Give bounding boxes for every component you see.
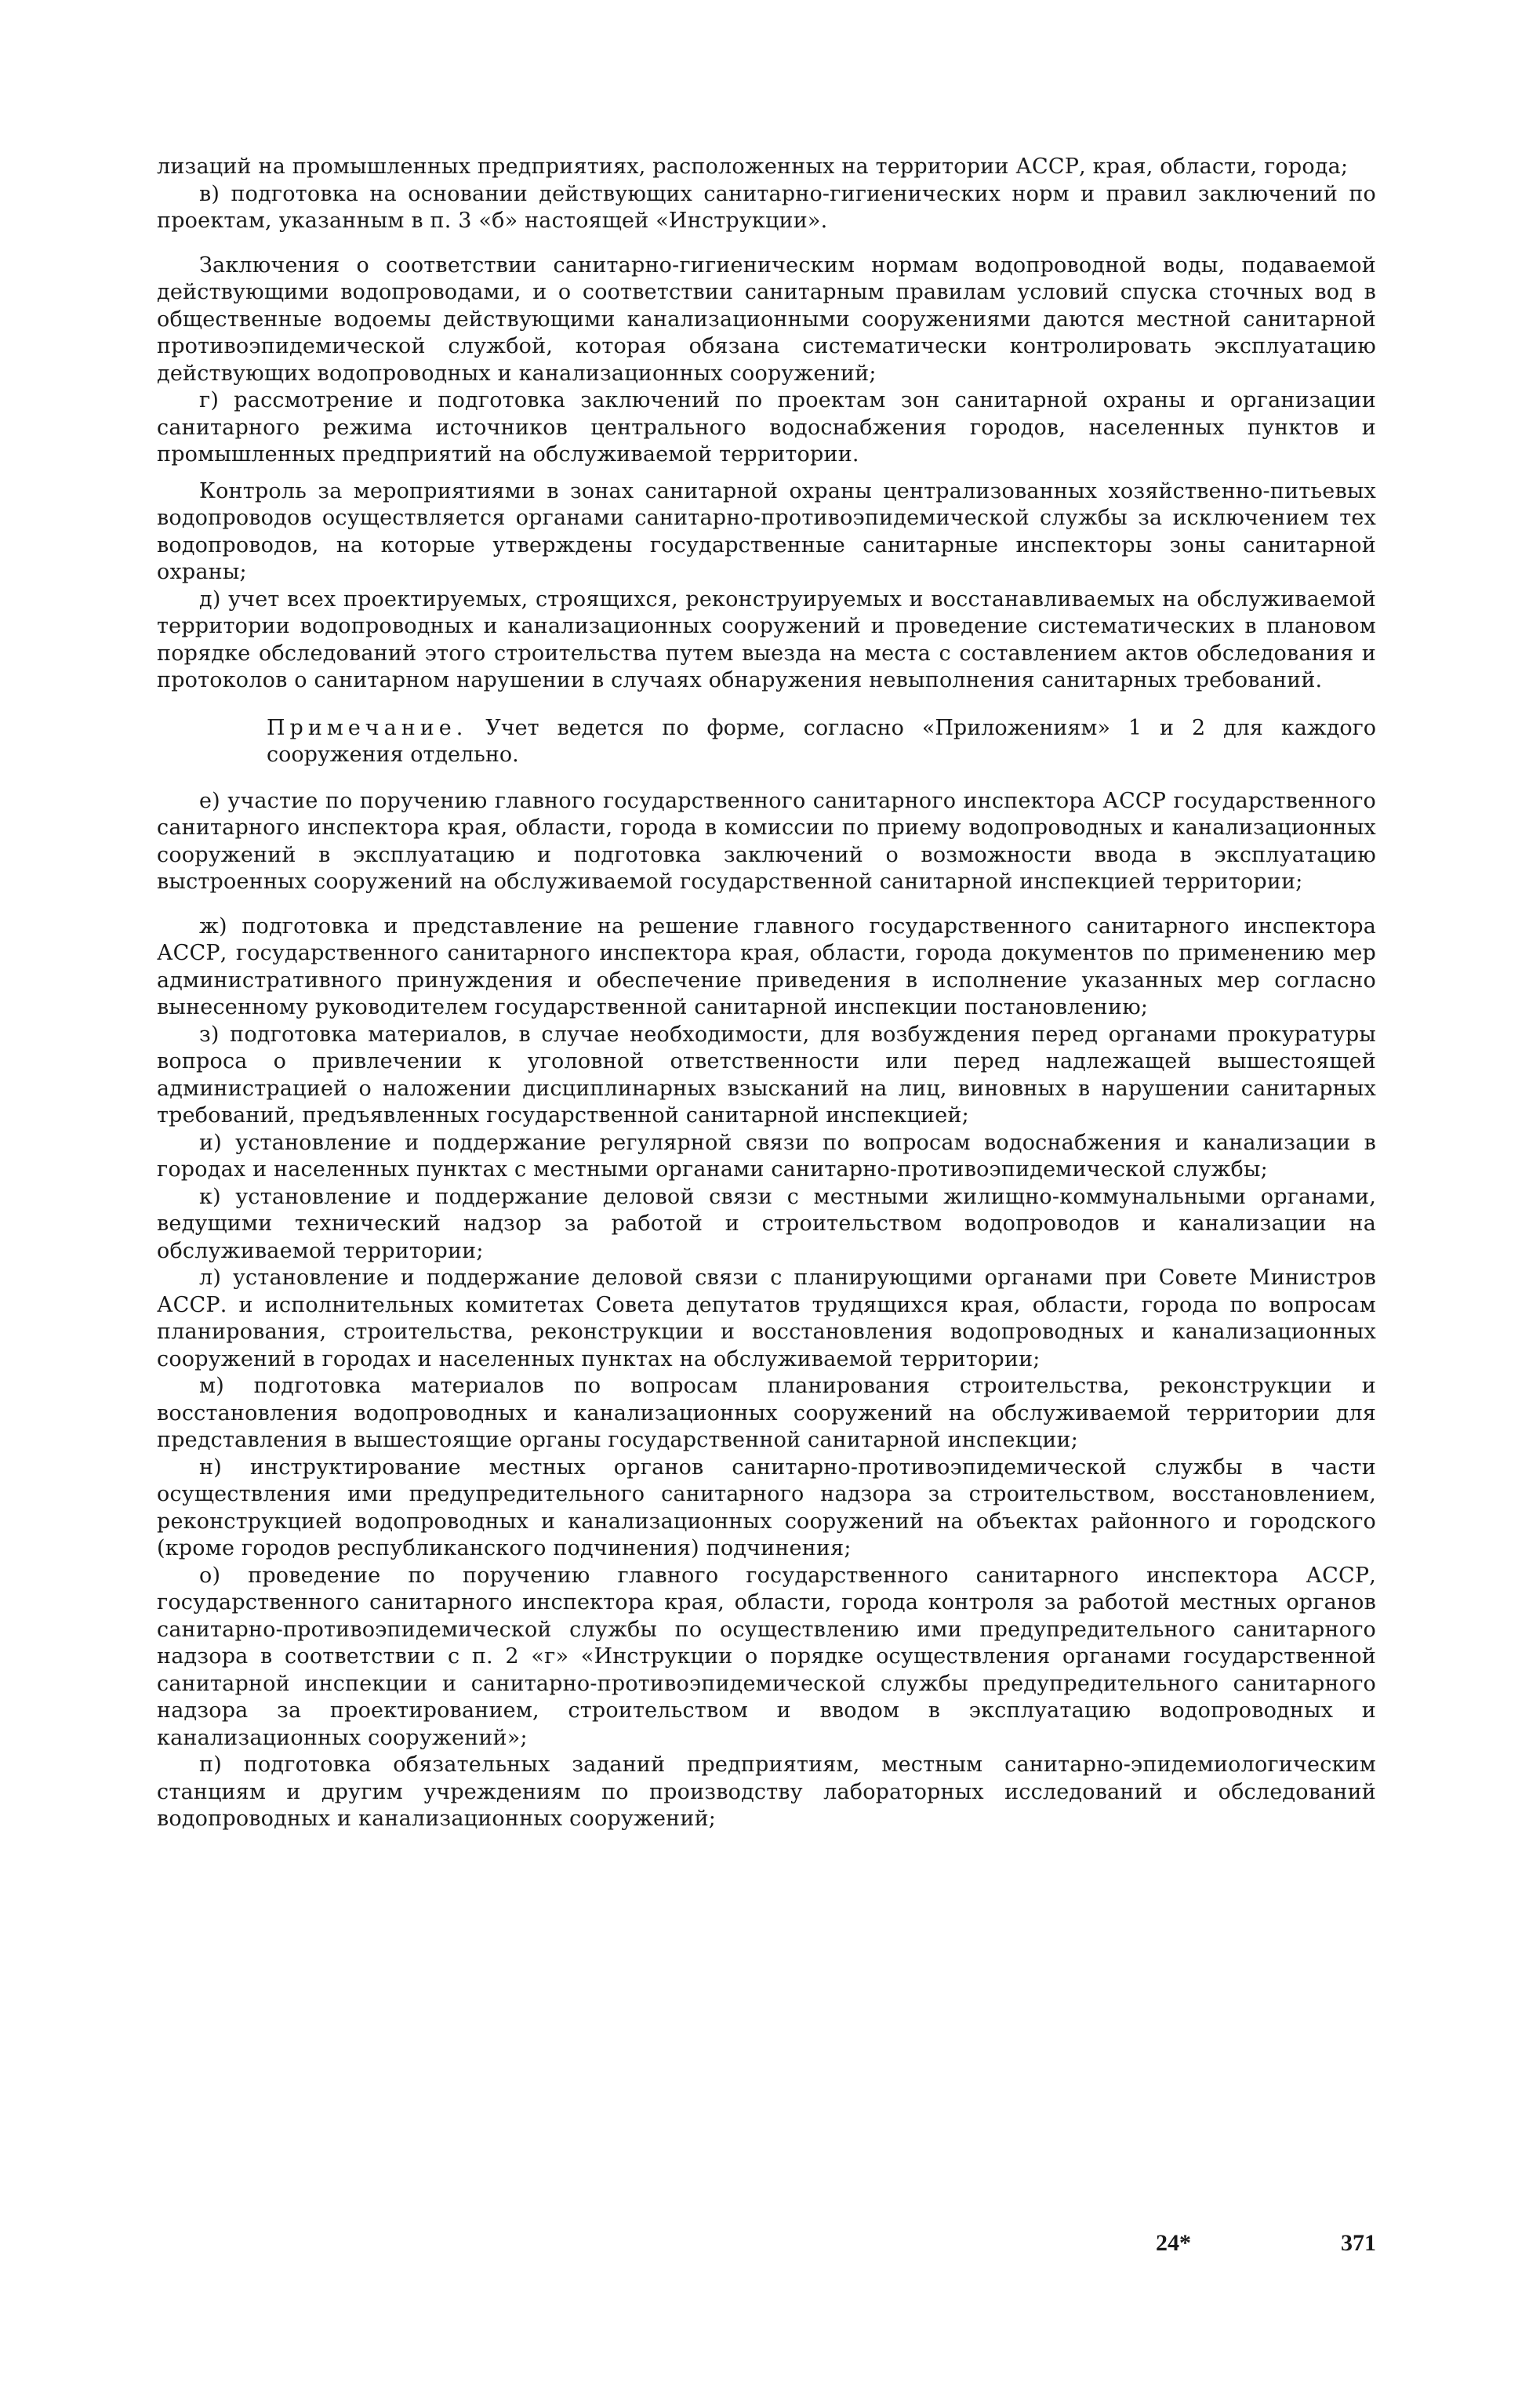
paragraph-item-e: е) участие по поручению главного государственного санитарного инспектора АССР государственного санитарного инспектора края, области, города в комиссии по приему водопроводных и канализационных сооружений в эксплуатацию и подготовка заключений о возможности ввода в эксплуатацию выстроенных сооружений на обслуживаемой государственной санитарной инспекцией территории; bbox=[157, 788, 1376, 894]
signature-mark: 24* bbox=[1156, 2230, 1191, 2256]
paragraph-item-n: н) инструктирование местных органов санитарно-противоэпидемической службы в части осуществления ими предупредительного санитарного надзора за строительством, восстановлением, реконструкцией водопроводных и канализационных сооружений на объектах районного и городского (кроме городов республиканского подчинения) подчинения; bbox=[157, 1455, 1376, 1560]
paragraph-item-l: л) установление и поддержание деловой связи с планирующими органами при Совете Министров АССР. и исполнительных комитетах Совета депутатов трудящихся края, области, города по вопросам планирования, строительства, реконструкции и восстановления водопроводных и канализационных сооружений в городах и населенных пунктах на обслуживаемой территории; bbox=[157, 1266, 1376, 1371]
paragraph-item-o: о) проведение по поручению главного государственного санитарного инспектора АССР, государственного санитарного инспектора края, области, города контроля за работой местных органов санитарно-противоэпидемической службы по осуществлению ими предупредительного санитарного надзора в соответствии с п. 2 «г» «Инструкции о порядке осуществления органами государственной санитарной инспекции и санитарно-противоэпидемической службы предупредительного санитарного надзора за проектированием, строительством и вводом в эксплуатацию водопроводных и канализационных сооружений»; bbox=[157, 1563, 1376, 1750]
paragraph-item-d: д) учет всех проектируемых, строящихся, реконструируемых и восстанавливаемых на обслуживаемой территории водопроводных и канализационных сооружений и проведение систематических в плановом порядке обследований этого строительства путем выезда на места с составлением актов обследования и протоколов о санитарном нарушении в случаях обнаружения невыполнения санитарных требований. bbox=[157, 587, 1376, 692]
paragraph-continuation: лизаций на промышленных предприятиях, расположенных на территории АССР, края, области, города; bbox=[157, 154, 1349, 179]
paragraph-item-m: м) подготовка материалов по вопросам планирования строительства, реконструкции и восстановления водопроводных и канализационных сооружений на обслуживаемой территории для представления в вышестоящие органы государственной санитарной инспекции; bbox=[157, 1374, 1376, 1452]
paragraph-item-i: и) установление и поддержание регулярной связи по вопросам водоснабжения и канализации в городах и населенных пунктах с местными органами санитарно-противоэпидемической службы; bbox=[157, 1130, 1376, 1182]
paragraph-item-z: з) подготовка материалов, в случае необходимости, для возбуждения перед органами прокуратуры вопроса о привлечении к уголовной ответственности или перед надлежащей вышестоящей администрацией о наложении дисциплинарных взысканий на лиц, виновных в нарушении санитарных требований, предъявленных государственной санитарной инспекцией; bbox=[157, 1022, 1376, 1128]
note-block bbox=[157, 715, 1376, 769]
paragraph-control: Контроль за мероприятиями в зонах санитарной охраны централизованных хозяйственно-питьевых водопроводов осуществляется органами санитарно-противоэпидемической службы за исключением тех водопроводов, на которые утверждены государственные санитарные инспекторы зоны санитарной охраны; bbox=[157, 478, 1376, 584]
paragraph-item-k: к) установление и поддержание деловой связи с местными жилищно-коммунальными органами, ведущими технический надзор за работой и строительством водопроводов и канализации на обслуживаемой территории; bbox=[157, 1184, 1376, 1263]
note-text: Учет ведется по форме, согласно «Приложениям» 1 и 2 для каждого сооружения отдельно. bbox=[267, 715, 1376, 767]
note-label: Примечание. bbox=[267, 715, 468, 740]
paragraph-item-p: п) подготовка обязательных заданий предприятиям, местным санитарно-эпидемиологическим станциям и другим учреждениям по производству лабораторных исследований и обследований водопроводных и канализационных сооружений; bbox=[157, 1752, 1376, 1831]
paragraph-item-g: г) рассмотрение и подготовка заключений по проектам зон санитарной охраны и организации санитарного режима источников центрального водоснабжения городов, населенных пунктов и промышленных предприятий на обслуживаемой территории. bbox=[157, 388, 1376, 467]
paragraph-item-zh: ж) подготовка и представление на решение главного государственного санитарного инспектора АССР, государственного санитарного инспектора края, области, города документов по применению мер административного принуждения и обеспечение приведения в исполнение указанных мер согласно вынесенному руководителем государственной санитарной инспекции постановлению; bbox=[157, 913, 1376, 1019]
paragraph-conclusions: Заключения о соответствии санитарно-гигиеническим нормам водопроводной воды, подаваемой действующими водопроводами, и о соответствии санитарным правилам условий спуска сточных вод в общественные водоемы действующими канализационными сооружениями даются местной санитарной противоэпидемической службой, которая обязана систематически контролировать эксплуатацию действующих водопроводных и канализационных сооружений; bbox=[157, 252, 1376, 386]
paragraph-item-v: в) подготовка на основании действующих санитарно-гигиенических норм и правил заключений по проектам, указанным в п. 3 «б» настоящей «Инструкции». bbox=[157, 181, 1376, 233]
document-page bbox=[157, 154, 1376, 1833]
page-number: 371 bbox=[1341, 2230, 1376, 2256]
